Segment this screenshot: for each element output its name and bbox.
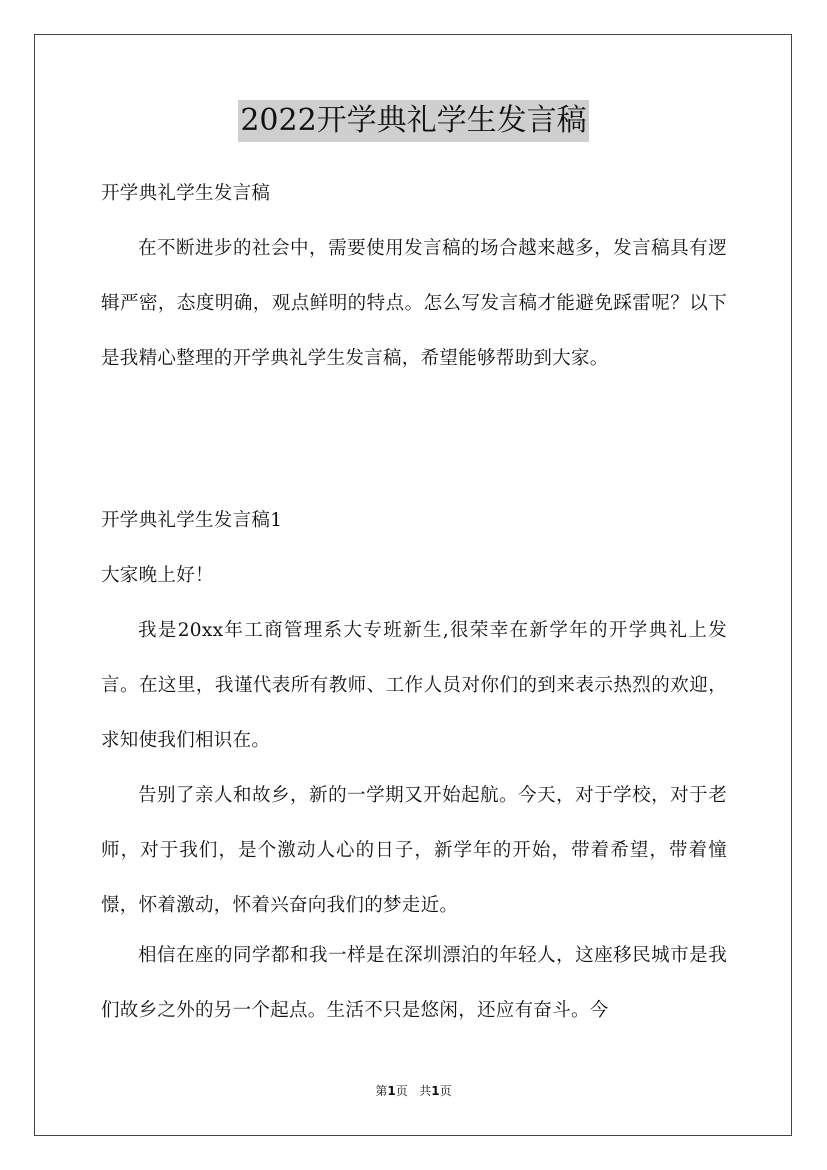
greeting: 大家晚上好！ [101, 565, 214, 586]
total-label-suffix: 页 [439, 1084, 452, 1098]
total-label-prefix: 共 [419, 1084, 432, 1098]
body-paragraph-2: 告别了亲人和故乡，新的一学期又开始起航。今天，对于学校，对于老师，对于我们，是个激动人心的日子，新学年的开始，带着希望，带着憧憬，怀着激动，怀着兴奋向我们的梦走近。 [101, 785, 727, 916]
document-title: 2022开学典礼学生发言稿 [238, 100, 588, 142]
page-footer [0, 1083, 827, 1099]
total-pages: 1 [431, 1084, 440, 1098]
page-number: 1 [387, 1084, 396, 1098]
subtitle: 开学典礼学生发言稿 [101, 183, 271, 204]
title-container [0, 100, 827, 142]
page-label-prefix: 第 [375, 1084, 388, 1098]
intro-paragraph: 在不断进步的社会中，需要使用发言稿的场合越来越多，发言稿具有逻辑严密，态度明确，观点鲜明的特点。怎么写发言稿才能避免踩雷呢？以下是我精心整理的开学典礼学生发言稿，希望能够帮助到大家。 [101, 238, 727, 369]
body-paragraph-1: 我是20xx年工商管理系大专班新生,很荣幸在新学年的开学典礼上发言。在这里，我谨代表所有教师、工作人员对你们的到来表示热烈的欢迎，求知使我们相识在。 [101, 620, 727, 751]
body-paragraph-3: 相信在座的同学都和我一样是在深圳漂泊的年轻人，这座移民城市是我们故乡之外的另一个起点。生活不只是悠闲，还应有奋斗。今 [101, 945, 727, 1021]
section-heading: 开学典礼学生发言稿1 [101, 510, 283, 531]
page-label-suffix: 页 [395, 1084, 408, 1098]
